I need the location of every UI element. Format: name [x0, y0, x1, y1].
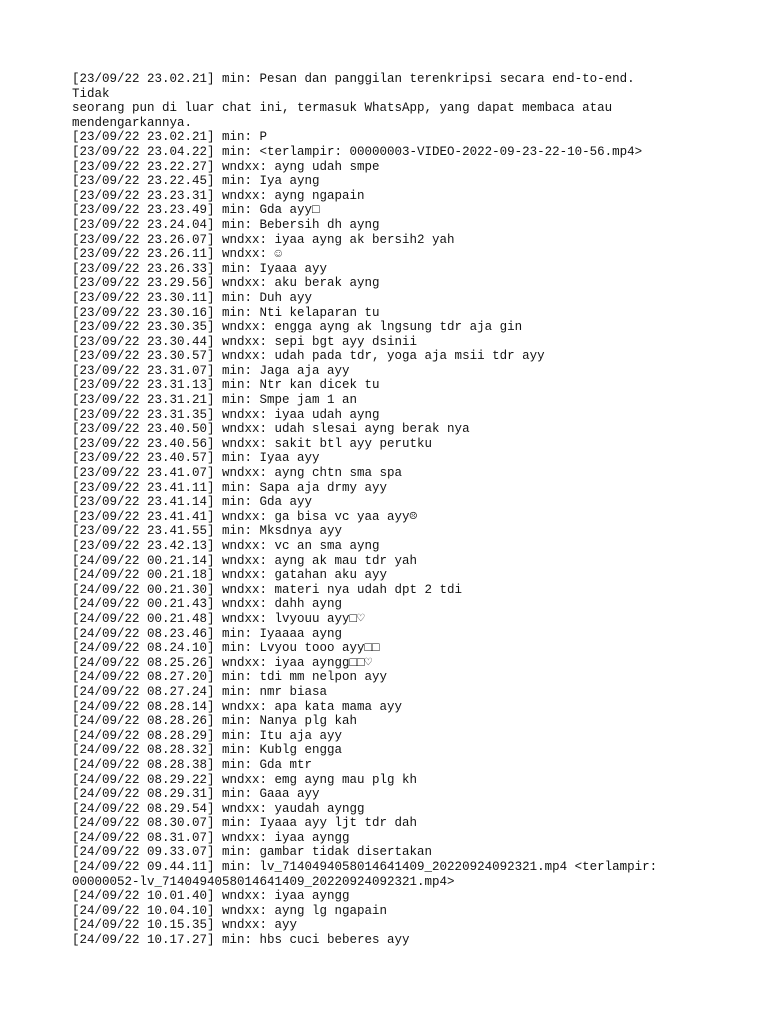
chat-message-line: [23/09/22 23.31.07] min: Jaga aja ayy — [72, 363, 350, 378]
chat-message-line: [23/09/22 23.31.35] wndxx: iyaa udah ayng — [72, 407, 380, 422]
chat-message-line: [24/09/22 08.30.07] min: Iyaaa ayy ljt tdr dah — [72, 816, 418, 831]
chat-message-line: [24/09/22 08.29.54] wndxx: yaudah ayngg — [72, 801, 365, 816]
chat-message-line: [23/09/22 23.26.07] wndxx: iyaa ayng ak bersih2 yah — [72, 232, 455, 247]
chat-message-line: [23/09/22 23.40.56] wndxx: sakit btl ayy perutku — [72, 436, 433, 451]
chat-message-line: [24/09/22 08.28.26] min: Nanya plg kah — [72, 714, 358, 729]
chat-message-line: [24/09/22 08.28.29] min: Itu aja ayy — [72, 728, 343, 743]
chat-message-line: [24/09/22 00.21.18] wndxx: gatahan aku ayy — [72, 568, 388, 583]
chat-message-line: [24/09/22 08.24.10] min: Lvyou tooo ayy□□ — [72, 641, 380, 656]
chat-message-line: [24/09/22 08.28.14] wndxx: apa kata mama ayy — [72, 699, 403, 714]
chat-message-line: [23/09/22 23.22.27] wndxx: ayng udah smpe — [72, 159, 380, 174]
chat-message-line: [24/09/22 00.21.43] wndxx: dahh ayng — [72, 597, 343, 612]
chat-message-line: [23/09/22 23.23.31] wndxx: ayng ngapain — [72, 188, 365, 203]
chat-message-line: [24/09/22 10.04.10] wndxx: ayng lg ngapain — [72, 903, 388, 918]
chat-message-line: [24/09/22 08.27.24] min: nmr biasa — [72, 684, 328, 699]
chat-message-line: [23/09/22 23.41.55] min: Mksdnya ayy — [72, 524, 343, 539]
chat-message-line: [24/09/22 00.21.48] wndxx: lvyouu ayy□♡ — [72, 611, 365, 626]
chat-message-line: [23/09/22 23.41.07] wndxx: ayng chtn sma spa — [72, 466, 403, 481]
chat-message-line: [24/09/22 08.31.07] wndxx: iyaa ayngg — [72, 830, 350, 845]
chat-message-line: [24/09/22 08.23.46] min: Iyaaaa ayng — [72, 626, 343, 641]
chat-message-line: [23/09/22 23.31.13] min: Ntr kan dicek tu — [72, 378, 380, 393]
chat-message-line: [24/09/22 10.01.40] wndxx: iyaa ayngg — [72, 889, 350, 904]
chat-message-line: [24/09/22 00.21.30] wndxx: materi nya udah dpt 2 tdi — [72, 582, 463, 597]
chat-message-line: [24/09/22 08.29.31] min: Gaaa ayy — [72, 787, 320, 802]
chat-message-line: [23/09/22 23.42.13] wndxx: vc an sma ayng — [72, 539, 380, 553]
chat-message-line: [23/09/22 23.26.11] wndxx: ☺ — [72, 247, 283, 262]
chat-message-line: [24/09/22 09.44.11] min: lv_7140494058014641409_20220924092321.mp4 <terlampir: 00000052-lv_7140494058014641409_20220924092321.mp4> — [72, 860, 658, 889]
chat-message-line: [23/09/22 23.41.14] min: Gda ayy — [72, 495, 313, 510]
chat-message-line: [23/09/22 23.30.57] wndxx: udah pada tdr, yoga aja msii tdr ayy — [72, 349, 545, 364]
chat-message-line: [24/09/22 08.28.32] min: Kublg engga — [72, 743, 343, 758]
chat-message-line: [23/09/22 23.04.22] min: <terlampir: 00000003-VIDEO-2022-09-23-22-10-56.mp4> — [72, 144, 643, 159]
chat-message-line: [23/09/22 23.23.49] min: Gda ayy□ — [72, 203, 320, 218]
chat-message-line: [23/09/22 23.30.16] min: Nti kelaparan tu — [72, 305, 380, 320]
chat-message-line: [23/09/22 23.02.21] min: P — [72, 130, 268, 145]
chat-export-document — [72, 72, 672, 948]
chat-message-line: [23/09/22 23.24.04] min: Bebersih dh ayng — [72, 217, 380, 232]
chat-message-line: [23/09/22 23.41.41] wndxx: ga bisa vc yaa ayy☹ — [72, 509, 418, 524]
chat-message-line: [24/09/22 09.33.07] min: gambar tidak disertakan — [72, 845, 433, 860]
chat-message-line: [23/09/22 23.30.35] wndxx: engga ayng ak lngsung tdr aja gin — [72, 320, 523, 335]
chat-message-line: [23/09/22 23.40.50] wndxx: udah slesai ayng berak nya — [72, 422, 470, 437]
chat-message-line: [23/09/22 23.29.56] wndxx: aku berak ayng — [72, 276, 380, 291]
chat-message-line: [23/09/22 23.22.45] min: Iya ayng — [72, 174, 320, 189]
chat-message-line: [23/09/22 23.30.44] wndxx: sepi bgt ayy dsinii — [72, 334, 418, 349]
chat-message-line: [24/09/22 08.29.22] wndxx: emg ayng mau plg kh — [72, 772, 418, 787]
chat-message-line: [23/09/22 23.31.21] min: Smpe jam 1 an — [72, 393, 358, 408]
chat-message-line: [24/09/22 10.17.27] min: hbs cuci beberes ayy — [72, 933, 410, 948]
chat-message-line: [23/09/22 23.26.33] min: Iyaaa ayy — [72, 261, 328, 276]
chat-message-line: [23/09/22 23.30.11] min: Duh ayy — [72, 290, 313, 305]
chat-message-line: [24/09/22 00.21.14] wndxx: ayng ak mau tdr yah — [72, 553, 418, 568]
chat-message-line: [23/09/22 23.41.11] min: Sapa aja drmy ayy — [72, 480, 388, 495]
chat-message-line: [24/09/22 08.28.38] min: Gda mtr — [72, 757, 313, 772]
chat-message-line: [23/09/22 23.02.21] min: Pesan dan panggilan terenkripsi secara end-to-end. Tidak seorang pun di luar chat ini, termasuk WhatsApp, yang dapat membaca atau mendengarkannya. — [72, 72, 635, 130]
chat-message-line: [24/09/22 08.25.26] wndxx: iyaa ayngg□□♡ — [72, 655, 373, 670]
chat-message-line: [24/09/22 10.15.35] wndxx: ayy — [72, 918, 298, 933]
chat-message-line: [23/09/22 23.40.57] min: Iyaa ayy — [72, 451, 320, 466]
chat-message-line: [24/09/22 08.27.20] min: tdi mm nelpon ayy — [72, 670, 388, 685]
